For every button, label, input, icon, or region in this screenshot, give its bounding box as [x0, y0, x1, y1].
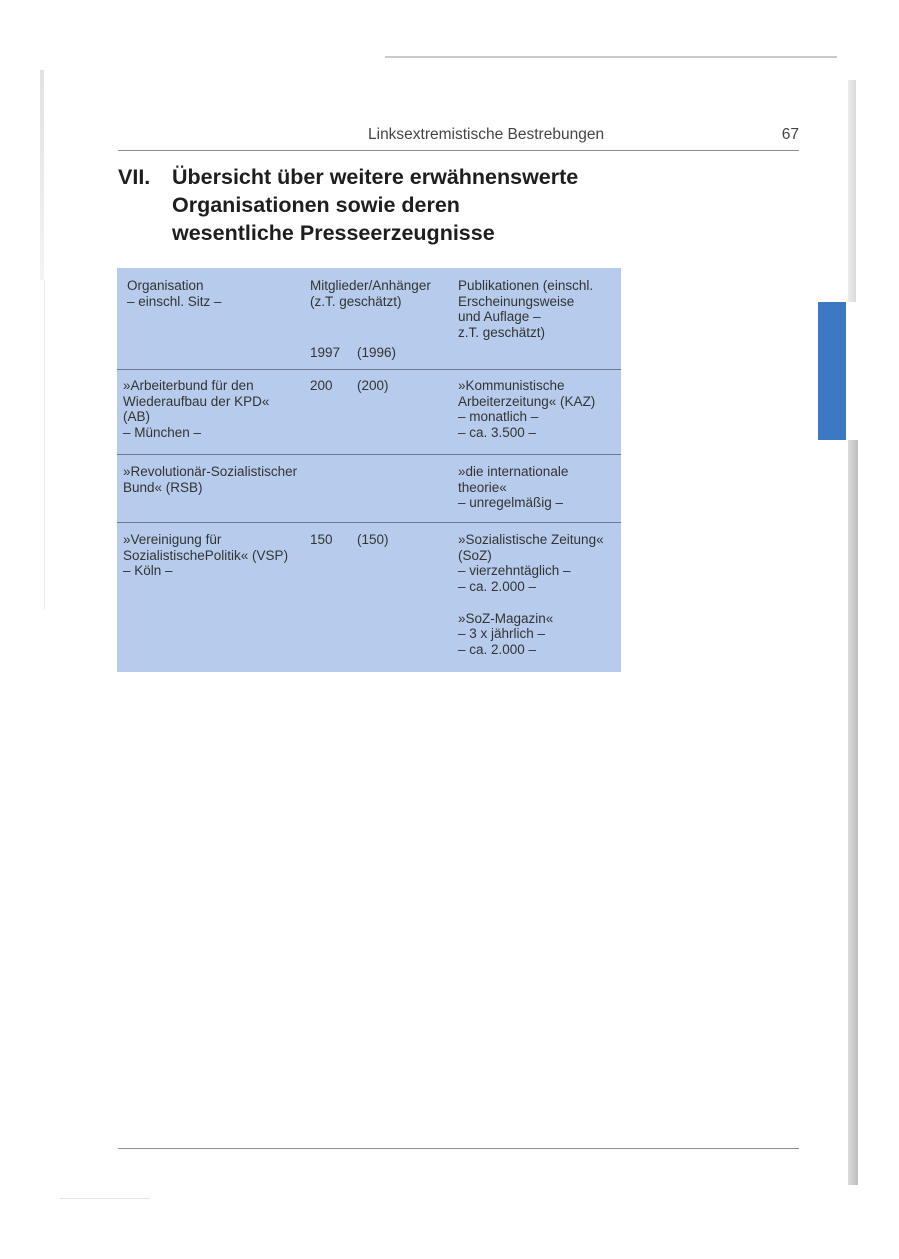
scan-edge-right-upper — [848, 80, 856, 302]
row-1-members-current: 200 — [310, 378, 333, 393]
row-1-organisation: »Arbeiterbund für den Wiederaufbau der KPD« (AB) – München – — [123, 378, 270, 441]
row-3-publications: »Sozialistische Zeitung« (SoZ) – vierzehntäglich – – ca. 2.000 – »SoZ-Magazin« – 3 x jährlich – – ca. 2.000 – — [458, 532, 604, 657]
section-number: VII. — [118, 165, 151, 189]
scan-edge-right — [848, 440, 858, 1185]
row-1-publications: »Kommunistische Arbeiterzeitung« (KAZ) – monatlich – – ca. 3.500 – — [458, 378, 596, 441]
row-3-members-current: 150 — [310, 532, 333, 547]
header-year-current: 1997 — [310, 345, 341, 360]
footer-rule — [118, 1148, 799, 1149]
page-number: 67 — [781, 126, 799, 143]
running-header — [118, 126, 799, 151]
header-year-previous: (1996) — [357, 345, 397, 360]
scan-edge-bottom — [60, 1198, 150, 1199]
row-divider — [117, 522, 621, 523]
organisations-table — [117, 268, 621, 672]
header-organisation: Organisation – einschl. Sitz – — [127, 278, 222, 309]
row-1-members-previous: (200) — [357, 378, 389, 393]
scan-edge-left-lower — [44, 280, 45, 610]
running-title: Linksextremistische Bestrebungen — [368, 126, 605, 143]
row-3-members-previous: (150) — [357, 532, 389, 547]
row-3-organisation: »Vereinigung für SozialistischePolitik« (VSP) – Köln – — [123, 532, 289, 579]
row-2-publications: »die internationale theorie« – unregelmäßig – — [458, 464, 569, 511]
scan-edge-left — [40, 70, 44, 280]
row-2-organisation: »Revolutionär-Sozialistischer Bund« (RSB) — [123, 464, 298, 495]
scan-edge-top — [385, 56, 837, 58]
header-publications: Publikationen (einschl. Erscheinungsweise und Auflage – z.T. geschätzt) — [458, 278, 594, 341]
chapter-tab-marker — [818, 302, 846, 440]
section-title: Übersicht über weitere erwähnenswerte Organisationen sowie deren wesentliche Presseerzeugnisse — [172, 165, 579, 245]
row-divider — [117, 454, 621, 455]
row-divider — [117, 369, 621, 370]
header-members: Mitglieder/Anhänger (z.T. geschätzt) — [310, 278, 431, 309]
